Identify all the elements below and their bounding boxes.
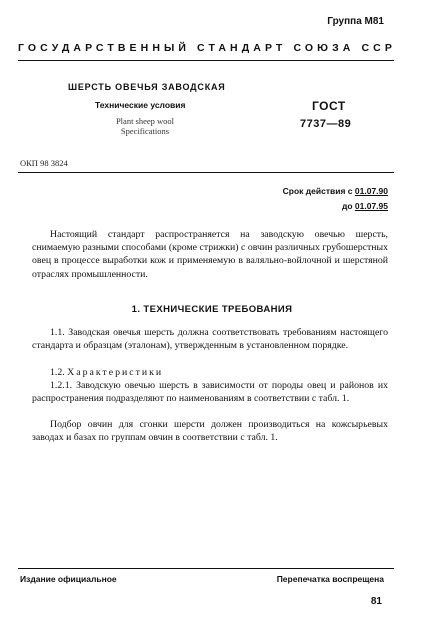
clause-1-2-number: 1.2.: [50, 367, 65, 378]
validity-from-date: 01.07.90: [354, 186, 388, 196]
english-title-line1: Plant sheep wool: [115, 116, 175, 126]
document-subtitle: Технические условия: [95, 100, 186, 110]
gost-label: ГОСТ: [312, 99, 346, 113]
validity-from-label: Срок действия с: [282, 186, 353, 196]
official-edition-label: Издание официальное: [20, 574, 117, 584]
group-label: Группа М81: [327, 16, 384, 27]
document-title: ШЕРСТЬ ОВЕЧЬЯ ЗАВОДСКАЯ: [68, 82, 226, 92]
okp-code: ОКП 98 3824: [20, 158, 68, 168]
validity-from: [283, 186, 388, 196]
clause-1-2-title: Характеристики: [67, 367, 164, 378]
header-rule: [18, 60, 394, 61]
validity-to-label: до: [341, 201, 353, 211]
validity-to: [342, 201, 388, 211]
page-number: 81: [370, 596, 382, 607]
reprint-prohibited-label: Перепечатка воспрещена: [276, 574, 384, 584]
footer-rule: [18, 568, 394, 569]
validity-to-date: 01.07.95: [354, 201, 388, 211]
intro-paragraph: Настоящий стандарт распространяется на заводскую овечью шерсть, снимаемую разными способами (кроме стрижки) с овчин различных грубошерстных овец в процессе выработки кож и применяемую в валяльно-войлочной и шерстяной отраслях промышленности.: [32, 229, 388, 280]
section-heading: 1. ТЕХНИЧЕСКИЕ ТРЕБОВАНИЯ: [131, 304, 293, 315]
english-title-line2: Specifications: [120, 126, 170, 136]
english-title: [90, 116, 200, 136]
clause-1-2-1: 1.2.1. Заводскую овечью шерсть в зависимости от породы овец и районов их распространения подразделяют по наименованиям в соответствии с табл. 1.: [32, 380, 388, 405]
state-standard-header: ГОСУДАРСТВЕННЫЙ СТАНДАРТ СОЮЗА ССР: [18, 42, 396, 54]
selection-paragraph: Подбор овчин для сгонки шерсти должен производиться на кожсырьевых заводах и базах по группам овчин в соответствии с табл. 1.: [32, 419, 388, 444]
gost-number: 7737—89: [300, 118, 352, 130]
clause-1-1: 1.1. Заводская овечья шерсть должна соответствовать требованиям настоящего стандарта и образцам (эталонам), утвержденным в установленном порядке.: [32, 327, 388, 352]
clause-1-2: [32, 366, 388, 379]
okp-rule: [18, 172, 394, 173]
